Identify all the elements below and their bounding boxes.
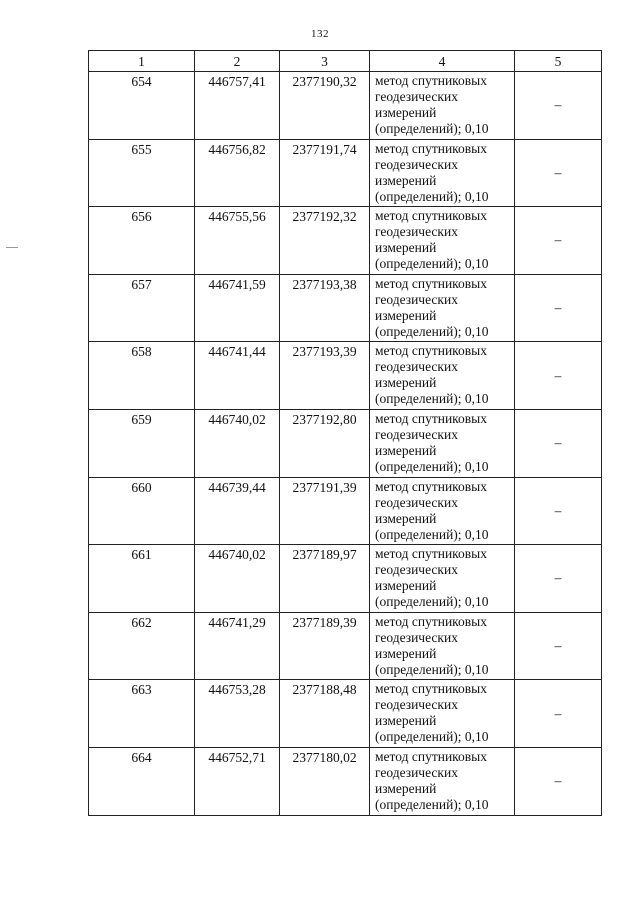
method-text-line: (определений); 0,10 xyxy=(375,391,489,407)
point-number-cell: 661 xyxy=(89,545,195,613)
point-number-cell: 658 xyxy=(89,342,195,410)
column-header-5: 5 xyxy=(515,51,602,72)
method-text-line: (определений); 0,10 xyxy=(375,121,489,136)
method-text-line: метод спутниковых xyxy=(375,546,487,562)
point-number-cell: 654 xyxy=(89,72,195,140)
note-cell: – xyxy=(515,139,602,207)
coordinate-x-cell: 446740,02 xyxy=(195,409,280,477)
coordinate-y-cell: 2377192,32 xyxy=(280,207,370,275)
method-text-line: измерений xyxy=(375,375,437,391)
method-text-line: геодезических xyxy=(375,494,458,510)
method-text-line: геодезических xyxy=(375,562,458,578)
method-text-line: измерений xyxy=(375,442,437,458)
method-accuracy-cell xyxy=(370,139,515,207)
method-accuracy-cell xyxy=(370,545,515,613)
method-accuracy-cell xyxy=(370,274,515,342)
coordinate-y-cell: 2377193,38 xyxy=(280,274,370,342)
coordinate-x-cell: 446757,41 xyxy=(195,72,280,140)
note-cell: – xyxy=(515,72,602,140)
table-row xyxy=(89,747,602,815)
method-text-line: (определений); 0,10 xyxy=(375,796,489,812)
margin-mark xyxy=(6,247,18,248)
coordinate-y-cell: 2377188,48 xyxy=(280,680,370,748)
note-cell: – xyxy=(515,409,602,477)
point-number-cell: 663 xyxy=(89,680,195,748)
coordinate-x-cell: 446741,29 xyxy=(195,612,280,680)
method-text-line: геодезических xyxy=(375,224,458,240)
method-text-line: геодезических xyxy=(375,697,458,713)
method-text-line: метод спутниковых xyxy=(375,410,487,426)
method-text-line: геодезических xyxy=(375,426,458,442)
method-text-line: измерений xyxy=(375,645,437,661)
method-accuracy-cell xyxy=(370,207,515,275)
table-row xyxy=(89,409,602,477)
method-text-line: (определений); 0,10 xyxy=(375,188,489,204)
coordinate-y-cell: 2377193,39 xyxy=(280,342,370,410)
note-cell: – xyxy=(515,207,602,275)
coordinate-y-cell: 2377192,80 xyxy=(280,409,370,477)
method-text-line: измерений xyxy=(375,578,437,594)
coordinate-y-cell: 2377180,02 xyxy=(280,747,370,815)
note-cell: – xyxy=(515,342,602,410)
coordinate-x-cell: 446741,59 xyxy=(195,274,280,342)
point-number-cell: 656 xyxy=(89,207,195,275)
method-text-line: (определений); 0,10 xyxy=(375,323,489,339)
method-text-line: геодезических xyxy=(375,89,458,104)
page-number: 132 xyxy=(311,28,329,40)
method-text-line: (определений); 0,10 xyxy=(375,526,489,542)
coordinate-y-cell: 2377189,39 xyxy=(280,612,370,680)
method-text-line: (определений); 0,10 xyxy=(375,729,489,745)
column-header-2: 2 xyxy=(195,51,280,72)
method-text-line: (определений); 0,10 xyxy=(375,256,489,272)
method-text-line: (определений); 0,10 xyxy=(375,458,489,474)
table-row xyxy=(89,72,602,140)
point-number-cell: 659 xyxy=(89,409,195,477)
coordinate-x-cell: 446752,71 xyxy=(195,747,280,815)
coordinate-y-cell: 2377191,74 xyxy=(280,139,370,207)
method-text-line: метод спутниковых xyxy=(375,208,487,224)
method-text-line: метод спутниковых xyxy=(375,275,487,291)
method-text-line: геодезических xyxy=(375,629,458,645)
method-text-line: геодезических xyxy=(375,291,458,307)
coordinate-y-cell: 2377190,32 xyxy=(280,72,370,140)
table-row xyxy=(89,139,602,207)
table-row xyxy=(89,207,602,275)
note-cell: – xyxy=(515,680,602,748)
method-accuracy-cell xyxy=(370,680,515,748)
method-text-line: метод спутниковых xyxy=(375,343,487,359)
table-row xyxy=(89,477,602,545)
coordinate-x-cell: 446740,02 xyxy=(195,545,280,613)
column-header-1: 1 xyxy=(89,51,195,72)
table-row xyxy=(89,545,602,613)
method-text-line: измерений xyxy=(375,307,437,323)
table-row xyxy=(89,342,602,410)
method-accuracy-cell xyxy=(370,612,515,680)
method-text-line: метод спутниковых xyxy=(375,140,487,156)
column-header-3: 3 xyxy=(280,51,370,72)
method-text-line: геодезических xyxy=(375,156,458,172)
method-accuracy-cell xyxy=(370,72,515,140)
coordinate-x-cell: 446756,82 xyxy=(195,139,280,207)
column-header-4: 4 xyxy=(370,51,515,72)
method-text-line: измерений xyxy=(375,240,437,256)
point-number-cell: 655 xyxy=(89,139,195,207)
method-text-line: метод спутниковых xyxy=(375,478,487,494)
method-text-line: метод спутниковых xyxy=(375,613,487,629)
method-text-line: метод спутниковых xyxy=(375,681,487,697)
note-cell: – xyxy=(515,747,602,815)
method-accuracy-cell xyxy=(370,342,515,410)
table-row xyxy=(89,274,602,342)
coordinates-table xyxy=(88,50,602,816)
method-text-line: (определений); 0,10 xyxy=(375,594,489,610)
coordinate-y-cell: 2377189,97 xyxy=(280,545,370,613)
point-number-cell: 660 xyxy=(89,477,195,545)
note-cell: – xyxy=(515,545,602,613)
coordinate-x-cell: 446753,28 xyxy=(195,680,280,748)
note-cell: – xyxy=(515,274,602,342)
method-text-line: геодезических xyxy=(375,764,458,780)
coordinate-x-cell: 446739,44 xyxy=(195,477,280,545)
method-text-line: (определений); 0,10 xyxy=(375,661,489,677)
method-text-line: измерений xyxy=(375,172,437,188)
coordinate-x-cell: 446755,56 xyxy=(195,207,280,275)
point-number-cell: 657 xyxy=(89,274,195,342)
method-text-line: геодезических xyxy=(375,359,458,375)
note-cell: – xyxy=(515,612,602,680)
point-number-cell: 664 xyxy=(89,747,195,815)
coordinate-x-cell: 446741,44 xyxy=(195,342,280,410)
method-accuracy-cell xyxy=(370,409,515,477)
method-text-line: метод спутниковых xyxy=(375,73,487,88)
method-accuracy-cell xyxy=(370,747,515,815)
method-text-line: метод спутниковых xyxy=(375,748,487,764)
method-text-line: измерений xyxy=(375,510,437,526)
method-text-line: измерений xyxy=(375,105,437,120)
table-row xyxy=(89,680,602,748)
table-header-row xyxy=(89,51,602,72)
point-number-cell: 662 xyxy=(89,612,195,680)
method-text-line: измерений xyxy=(375,713,437,729)
table-row xyxy=(89,612,602,680)
table-body xyxy=(89,72,602,816)
coordinate-y-cell: 2377191,39 xyxy=(280,477,370,545)
method-text-line: измерений xyxy=(375,780,437,796)
method-accuracy-cell xyxy=(370,477,515,545)
note-cell: – xyxy=(515,477,602,545)
